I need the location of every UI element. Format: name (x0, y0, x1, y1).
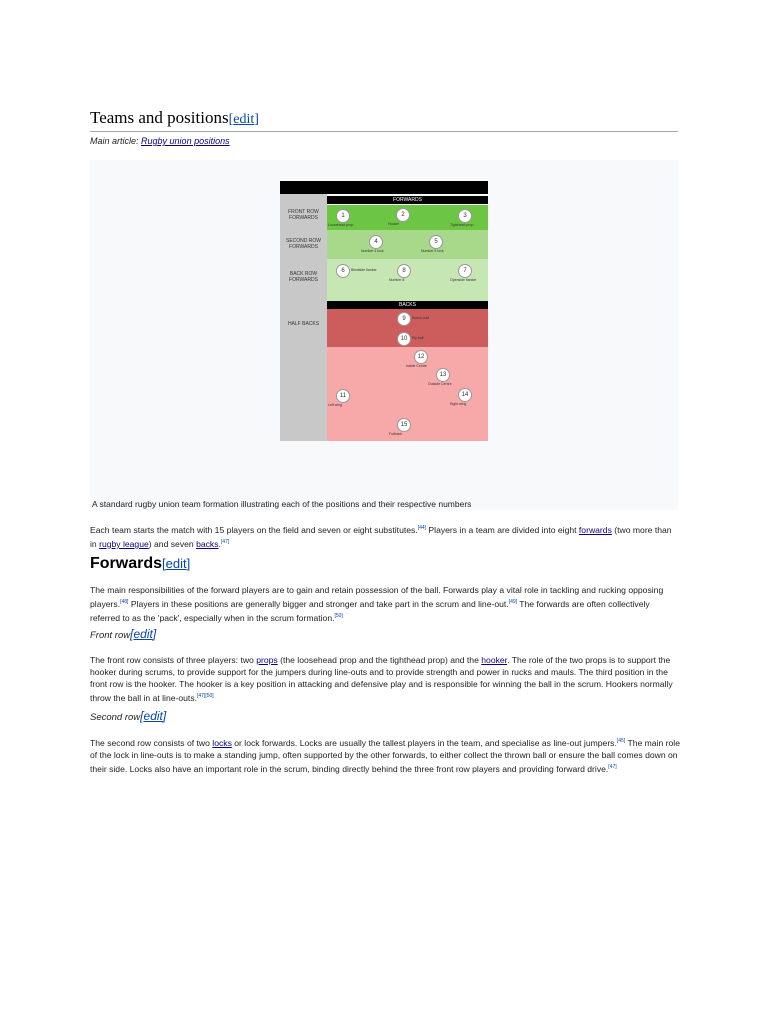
backs-link[interactable]: backs (196, 538, 219, 549)
locks-link[interactable]: locks (212, 737, 232, 748)
intro-paragraph: Each team starts the match with 15 players on the field and seven or eight substitutes.[44] Players in a team are divided into eight forwards (two more than in rugby league) and seven backs.[47] (90, 524, 672, 549)
player-name-10: Fly-half (412, 336, 424, 340)
label-front-row: FRONT ROW FORWARDS (288, 209, 319, 221)
player-name-3: Tighthead prop (450, 223, 474, 227)
ref-48[interactable]: [48] (120, 599, 129, 605)
player-number-10: 10 (397, 332, 411, 346)
second-row-band (327, 230, 488, 259)
player-number-4: 4 (369, 235, 383, 249)
ref-47-50[interactable]: [47][50] (197, 693, 214, 699)
forwards-heading: Forwards[edit] (90, 555, 191, 572)
player-number-14: 14 (458, 388, 472, 402)
player-name-15: Fullback (389, 432, 403, 436)
hatnote: Main article: Rugby union positions (90, 136, 230, 146)
player-name-9: Scrum-half (412, 316, 429, 320)
figure-caption: A standard rugby union team formation illustrating each of the positions and their respective numbers (92, 499, 472, 509)
props-link[interactable]: props (256, 655, 278, 665)
player-number-11: 11 (336, 389, 350, 403)
ref-47b[interactable]: [47] (608, 763, 617, 770)
ref-47[interactable]: [47] (220, 538, 230, 545)
edit-link[interactable]: [edit] (228, 112, 259, 127)
forwards-header: FORWARDS (327, 196, 488, 204)
section-heading (90, 108, 678, 132)
player-number-5: 5 (429, 235, 443, 249)
edit-link-second-row[interactable]: [edit] (140, 709, 167, 723)
player-name-5: Number 5 lock (421, 249, 444, 253)
label-back-row: BACK ROW FORWARDS (289, 271, 318, 283)
player-name-4: Number 4 lock (361, 249, 384, 253)
forwards-link[interactable]: forwards (578, 524, 612, 535)
player-name-13: Outside Centre (428, 382, 452, 386)
rugby-league-link[interactable]: rugby league (99, 538, 149, 549)
second-row-heading: Second row[edit] (90, 709, 167, 723)
front-row-heading: Front row[edit] (90, 627, 157, 641)
main-article-link[interactable]: Rugby union positions (141, 136, 230, 146)
ref-49[interactable]: [49] (508, 599, 518, 605)
player-number-3: 3 (458, 209, 472, 223)
player-name-12: Inside Centre (406, 364, 427, 368)
player-name-1: Loosehead prop (328, 223, 354, 227)
section-title: Teams and positions (90, 108, 229, 127)
edit-link-forwards[interactable]: [edit] (162, 556, 191, 571)
player-name-14: Right wing (450, 402, 467, 406)
player-name-7: Openside flanker (450, 278, 477, 282)
player-number-7: 7 (458, 264, 472, 278)
front-row-paragraph: The front row consists of three players: two props (the loosehead prop and the tighthead prop) and the hooker. The role of the two props is to support the hooker during scrums, to provide support for the jumpers during line-outs and to provide strength and power in rucks and mauls. The third position in the front row is the hooker. The hooker is a key position in attacking and defensive play and is responsible for winning the ball in the scrum. Hookers normally throw the ball in at line-outs.[47][50] (90, 655, 673, 703)
second-row-paragraph: The second row consists of two locks or lock forwards. Locks are usually the tallest players in the team, and specialise as line-out jumpers.[45] The main role of the lock in line-outs is to make a standing jump, often supported by the other forwards, to either collect the thrown ball or ensure the ball comes down on their side. Locks also have an important role in the scrum, binding directly behind the three front row players and providing forward drive.[47] (90, 737, 680, 774)
player-number-1: 1 (336, 209, 350, 223)
ref-50[interactable]: [50] (334, 612, 343, 619)
forwards-paragraph: The main responsibilities of the forward players are to gain and retain possession of the ball. Forwards play a vital role in tackling and rucking opposing players.[48] Players in these positions are generally bigger and stronger and take part in the scrum and line-out.[49] The forwards are often collectively referred to as the 'pack', especially when in the scrum formation.[50] (90, 585, 664, 623)
diagram-label-column (280, 194, 327, 441)
player-name-6: Blindside flanker (351, 268, 377, 272)
player-name-11: Left wing (328, 403, 343, 407)
player-number-8: 8 (397, 264, 411, 278)
team-formation-diagram[interactable] (280, 181, 488, 441)
label-second-row: SECOND ROW FORWARDS (286, 238, 321, 250)
player-number-2: 2 (396, 208, 410, 222)
player-number-12: 12 (414, 350, 428, 364)
diagram-top-bar (280, 181, 488, 194)
hooker-link[interactable]: hooker (481, 655, 508, 665)
player-name-8: Number 8 (389, 278, 405, 282)
ref-45[interactable]: [45] (616, 738, 626, 744)
label-half-backs: HALF BACKS (287, 321, 320, 327)
player-number-15: 15 (397, 418, 411, 432)
player-number-13: 13 (436, 368, 450, 382)
edit-link-front-row[interactable]: [edit] (130, 627, 157, 641)
backs-header: BACKS (327, 301, 488, 309)
ref-44[interactable]: [44] (417, 525, 427, 531)
player-number-6: 6 (336, 264, 350, 278)
player-number-9: 9 (397, 312, 411, 326)
player-name-2: Hooker (388, 222, 400, 226)
